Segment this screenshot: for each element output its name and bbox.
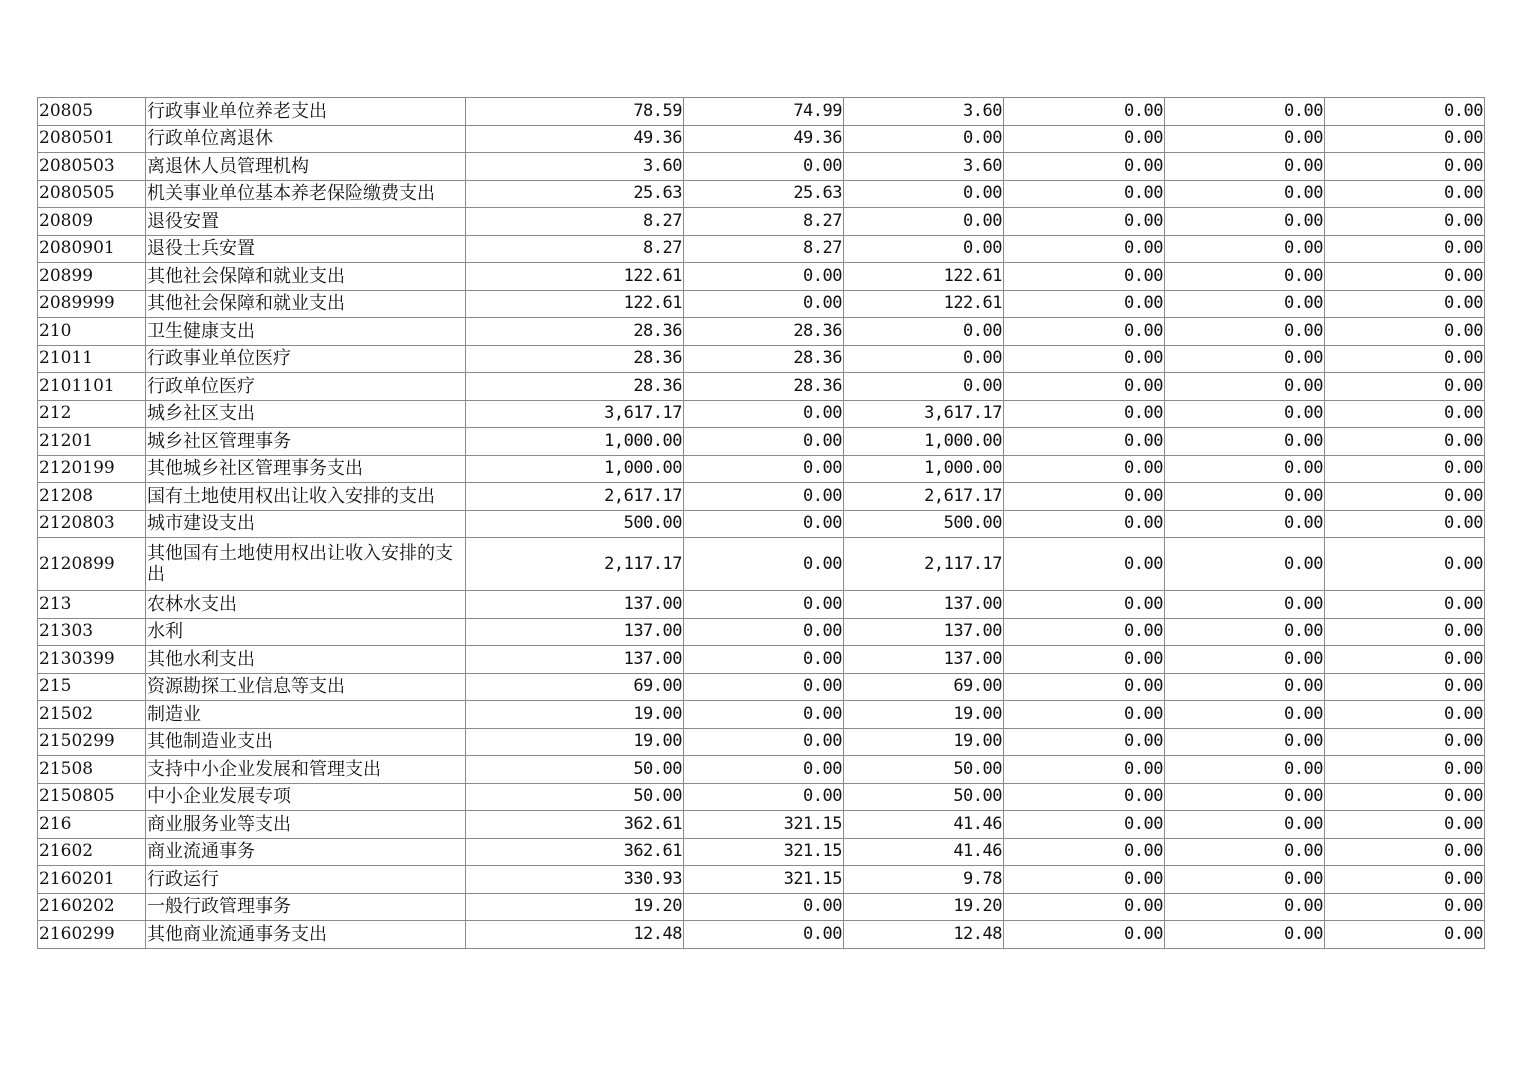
col7-cell: 0.00 — [1165, 866, 1325, 894]
account-name-cell: 制造业 — [146, 701, 466, 729]
col6-cell: 0.00 — [1004, 783, 1165, 811]
total-cell: 12.48 — [466, 921, 684, 949]
col7-cell: 0.00 — [1165, 290, 1325, 318]
account-code-cell: 20809 — [38, 208, 146, 236]
table-row — [38, 235, 1485, 263]
total-cell: 8.27 — [466, 208, 684, 236]
table-row — [38, 318, 1485, 346]
account-code-cell: 2160202 — [38, 893, 146, 921]
table-row — [38, 208, 1485, 236]
basic-expenditure-cell: 28.36 — [684, 373, 844, 401]
total-cell: 8.27 — [466, 235, 684, 263]
col8-cell: 0.00 — [1325, 290, 1485, 318]
col6-cell: 0.00 — [1004, 838, 1165, 866]
basic-expenditure-cell: 25.63 — [684, 180, 844, 208]
col8-cell: 0.00 — [1325, 235, 1485, 263]
account-name-cell: 机关事业单位基本养老保险缴费支出 — [146, 180, 466, 208]
table-row — [38, 263, 1485, 291]
total-cell: 1,000.00 — [466, 428, 684, 456]
project-expenditure-cell: 500.00 — [844, 510, 1004, 538]
account-code-cell: 213 — [38, 591, 146, 619]
account-code-cell: 2120899 — [38, 538, 146, 591]
project-expenditure-cell: 137.00 — [844, 618, 1004, 646]
project-expenditure-cell: 0.00 — [844, 208, 1004, 236]
table-row — [38, 428, 1485, 456]
basic-expenditure-cell: 321.15 — [684, 838, 844, 866]
col7-cell: 0.00 — [1165, 811, 1325, 839]
col8-cell: 0.00 — [1325, 838, 1485, 866]
total-cell: 50.00 — [466, 783, 684, 811]
col6-cell: 0.00 — [1004, 591, 1165, 619]
table-row — [38, 400, 1485, 428]
col6-cell: 0.00 — [1004, 728, 1165, 756]
basic-expenditure-cell: 0.00 — [684, 783, 844, 811]
account-name-cell: 资源勘探工业信息等支出 — [146, 673, 466, 701]
account-name-cell: 其他社会保障和就业支出 — [146, 290, 466, 318]
table-row — [38, 701, 1485, 729]
account-name-cell: 其他制造业支出 — [146, 728, 466, 756]
project-expenditure-cell: 9.78 — [844, 866, 1004, 894]
project-expenditure-cell: 137.00 — [844, 646, 1004, 674]
total-cell: 2,117.17 — [466, 538, 684, 591]
account-code-cell: 2101101 — [38, 373, 146, 401]
account-code-cell: 2080505 — [38, 180, 146, 208]
col7-cell: 0.00 — [1165, 921, 1325, 949]
col6-cell: 0.00 — [1004, 618, 1165, 646]
table-row — [38, 646, 1485, 674]
col6-cell: 0.00 — [1004, 538, 1165, 591]
basic-expenditure-cell: 0.00 — [684, 538, 844, 591]
col7-cell: 0.00 — [1165, 345, 1325, 373]
account-code-cell: 2160299 — [38, 921, 146, 949]
basic-expenditure-cell: 8.27 — [684, 235, 844, 263]
table-row — [38, 153, 1485, 181]
col6-cell: 0.00 — [1004, 893, 1165, 921]
total-cell: 3.60 — [466, 153, 684, 181]
table-row — [38, 373, 1485, 401]
basic-expenditure-cell: 0.00 — [684, 290, 844, 318]
basic-expenditure-cell: 0.00 — [684, 510, 844, 538]
total-cell: 50.00 — [466, 756, 684, 784]
total-cell: 330.93 — [466, 866, 684, 894]
col8-cell: 0.00 — [1325, 483, 1485, 511]
col6-cell: 0.00 — [1004, 866, 1165, 894]
table-row — [38, 618, 1485, 646]
project-expenditure-cell: 50.00 — [844, 783, 1004, 811]
account-code-cell: 2080901 — [38, 235, 146, 263]
project-expenditure-cell: 122.61 — [844, 263, 1004, 291]
account-code-cell: 20899 — [38, 263, 146, 291]
basic-expenditure-cell: 321.15 — [684, 811, 844, 839]
col7-cell: 0.00 — [1165, 646, 1325, 674]
col6-cell: 0.00 — [1004, 646, 1165, 674]
col8-cell: 0.00 — [1325, 180, 1485, 208]
col7-cell: 0.00 — [1165, 318, 1325, 346]
col7-cell: 0.00 — [1165, 618, 1325, 646]
col7-cell: 0.00 — [1165, 893, 1325, 921]
col7-cell: 0.00 — [1165, 701, 1325, 729]
basic-expenditure-cell: 74.99 — [684, 98, 844, 126]
total-cell: 25.63 — [466, 180, 684, 208]
account-name-cell: 行政单位医疗 — [146, 373, 466, 401]
total-cell: 362.61 — [466, 838, 684, 866]
col8-cell: 0.00 — [1325, 538, 1485, 591]
total-cell: 78.59 — [466, 98, 684, 126]
total-cell: 137.00 — [466, 618, 684, 646]
total-cell: 122.61 — [466, 290, 684, 318]
account-code-cell: 2120803 — [38, 510, 146, 538]
project-expenditure-cell: 0.00 — [844, 373, 1004, 401]
col8-cell: 0.00 — [1325, 345, 1485, 373]
col8-cell: 0.00 — [1325, 98, 1485, 126]
project-expenditure-cell: 0.00 — [844, 318, 1004, 346]
basic-expenditure-cell: 0.00 — [684, 428, 844, 456]
budget-expenditure-table — [37, 97, 1485, 949]
col7-cell: 0.00 — [1165, 538, 1325, 591]
account-name-cell: 其他社会保障和就业支出 — [146, 263, 466, 291]
total-cell: 28.36 — [466, 345, 684, 373]
account-name-cell: 城市建设支出 — [146, 510, 466, 538]
col8-cell: 0.00 — [1325, 783, 1485, 811]
col8-cell: 0.00 — [1325, 811, 1485, 839]
col7-cell: 0.00 — [1165, 483, 1325, 511]
col6-cell: 0.00 — [1004, 263, 1165, 291]
account-name-cell: 卫生健康支出 — [146, 318, 466, 346]
col8-cell: 0.00 — [1325, 125, 1485, 153]
account-code-cell: 21011 — [38, 345, 146, 373]
total-cell: 69.00 — [466, 673, 684, 701]
account-code-cell: 2120199 — [38, 455, 146, 483]
account-code-cell: 20805 — [38, 98, 146, 126]
col8-cell: 0.00 — [1325, 646, 1485, 674]
col7-cell: 0.00 — [1165, 783, 1325, 811]
col8-cell: 0.00 — [1325, 153, 1485, 181]
project-expenditure-cell: 0.00 — [844, 235, 1004, 263]
col8-cell: 0.00 — [1325, 591, 1485, 619]
project-expenditure-cell: 50.00 — [844, 756, 1004, 784]
account-name-cell: 行政事业单位养老支出 — [146, 98, 466, 126]
account-code-cell: 21602 — [38, 838, 146, 866]
total-cell: 19.00 — [466, 701, 684, 729]
table-row — [38, 893, 1485, 921]
basic-expenditure-cell: 0.00 — [684, 921, 844, 949]
col8-cell: 0.00 — [1325, 373, 1485, 401]
total-cell: 28.36 — [466, 318, 684, 346]
project-expenditure-cell: 3,617.17 — [844, 400, 1004, 428]
table-row — [38, 290, 1485, 318]
basic-expenditure-cell: 0.00 — [684, 893, 844, 921]
basic-expenditure-cell: 28.36 — [684, 345, 844, 373]
col6-cell: 0.00 — [1004, 373, 1165, 401]
col7-cell: 0.00 — [1165, 428, 1325, 456]
table-row — [38, 866, 1485, 894]
col8-cell: 0.00 — [1325, 400, 1485, 428]
account-name-cell: 退役士兵安置 — [146, 235, 466, 263]
account-code-cell: 212 — [38, 400, 146, 428]
col8-cell: 0.00 — [1325, 673, 1485, 701]
col6-cell: 0.00 — [1004, 290, 1165, 318]
col6-cell: 0.00 — [1004, 811, 1165, 839]
col7-cell: 0.00 — [1165, 673, 1325, 701]
col6-cell: 0.00 — [1004, 318, 1165, 346]
col8-cell: 0.00 — [1325, 866, 1485, 894]
basic-expenditure-cell: 0.00 — [684, 646, 844, 674]
table-body — [38, 98, 1485, 949]
project-expenditure-cell: 41.46 — [844, 811, 1004, 839]
col6-cell: 0.00 — [1004, 673, 1165, 701]
basic-expenditure-cell: 0.00 — [684, 701, 844, 729]
account-name-cell: 农林水支出 — [146, 591, 466, 619]
col7-cell: 0.00 — [1165, 591, 1325, 619]
account-name-cell: 退役安置 — [146, 208, 466, 236]
project-expenditure-cell: 2,617.17 — [844, 483, 1004, 511]
col7-cell: 0.00 — [1165, 263, 1325, 291]
basic-expenditure-cell: 49.36 — [684, 125, 844, 153]
account-code-cell: 21201 — [38, 428, 146, 456]
account-name-cell: 其他国有土地使用权出让收入安排的支出 — [146, 538, 466, 591]
col7-cell: 0.00 — [1165, 373, 1325, 401]
table-row — [38, 510, 1485, 538]
col7-cell: 0.00 — [1165, 400, 1325, 428]
account-code-cell: 2130399 — [38, 646, 146, 674]
table-row — [38, 921, 1485, 949]
col6-cell: 0.00 — [1004, 125, 1165, 153]
col6-cell: 0.00 — [1004, 701, 1165, 729]
account-code-cell: 21208 — [38, 483, 146, 511]
project-expenditure-cell: 69.00 — [844, 673, 1004, 701]
table-row — [38, 125, 1485, 153]
account-name-cell: 行政单位离退休 — [146, 125, 466, 153]
col8-cell: 0.00 — [1325, 318, 1485, 346]
basic-expenditure-cell: 0.00 — [684, 673, 844, 701]
col7-cell: 0.00 — [1165, 208, 1325, 236]
col6-cell: 0.00 — [1004, 208, 1165, 236]
col8-cell: 0.00 — [1325, 428, 1485, 456]
basic-expenditure-cell: 0.00 — [684, 263, 844, 291]
col8-cell: 0.00 — [1325, 728, 1485, 756]
account-name-cell: 商业流通事务 — [146, 838, 466, 866]
account-name-cell: 城乡社区管理事务 — [146, 428, 466, 456]
basic-expenditure-cell: 0.00 — [684, 591, 844, 619]
basic-expenditure-cell: 0.00 — [684, 455, 844, 483]
col6-cell: 0.00 — [1004, 235, 1165, 263]
col8-cell: 0.00 — [1325, 921, 1485, 949]
col7-cell: 0.00 — [1165, 125, 1325, 153]
table-row — [38, 180, 1485, 208]
account-name-cell: 一般行政管理事务 — [146, 893, 466, 921]
col7-cell: 0.00 — [1165, 756, 1325, 784]
project-expenditure-cell: 0.00 — [844, 345, 1004, 373]
col8-cell: 0.00 — [1325, 893, 1485, 921]
account-name-cell: 水利 — [146, 618, 466, 646]
basic-expenditure-cell: 0.00 — [684, 153, 844, 181]
account-name-cell: 离退休人员管理机构 — [146, 153, 466, 181]
col6-cell: 0.00 — [1004, 510, 1165, 538]
basic-expenditure-cell: 0.00 — [684, 400, 844, 428]
project-expenditure-cell: 1,000.00 — [844, 428, 1004, 456]
project-expenditure-cell: 19.00 — [844, 701, 1004, 729]
table-row — [38, 591, 1485, 619]
basic-expenditure-cell: 28.36 — [684, 318, 844, 346]
total-cell: 2,617.17 — [466, 483, 684, 511]
account-code-cell: 2150299 — [38, 728, 146, 756]
account-code-cell: 2080503 — [38, 153, 146, 181]
project-expenditure-cell: 19.00 — [844, 728, 1004, 756]
col8-cell: 0.00 — [1325, 263, 1485, 291]
account-name-cell: 中小企业发展专项 — [146, 783, 466, 811]
col6-cell: 0.00 — [1004, 400, 1165, 428]
col8-cell: 0.00 — [1325, 455, 1485, 483]
col7-cell: 0.00 — [1165, 728, 1325, 756]
account-name-cell: 城乡社区支出 — [146, 400, 466, 428]
col7-cell: 0.00 — [1165, 838, 1325, 866]
project-expenditure-cell: 12.48 — [844, 921, 1004, 949]
table-row — [38, 756, 1485, 784]
total-cell: 19.00 — [466, 728, 684, 756]
table-row — [38, 455, 1485, 483]
col6-cell: 0.00 — [1004, 428, 1165, 456]
account-code-cell: 215 — [38, 673, 146, 701]
col8-cell: 0.00 — [1325, 756, 1485, 784]
basic-expenditure-cell: 0.00 — [684, 728, 844, 756]
col7-cell: 0.00 — [1165, 455, 1325, 483]
account-name-cell: 支持中小企业发展和管理支出 — [146, 756, 466, 784]
total-cell: 19.20 — [466, 893, 684, 921]
col7-cell: 0.00 — [1165, 235, 1325, 263]
table-row — [38, 838, 1485, 866]
col6-cell: 0.00 — [1004, 98, 1165, 126]
col8-cell: 0.00 — [1325, 510, 1485, 538]
col7-cell: 0.00 — [1165, 153, 1325, 181]
basic-expenditure-cell: 0.00 — [684, 756, 844, 784]
project-expenditure-cell: 41.46 — [844, 838, 1004, 866]
total-cell: 49.36 — [466, 125, 684, 153]
col6-cell: 0.00 — [1004, 921, 1165, 949]
account-code-cell: 21508 — [38, 756, 146, 784]
account-code-cell: 21502 — [38, 701, 146, 729]
account-code-cell: 210 — [38, 318, 146, 346]
account-name-cell: 行政运行 — [146, 866, 466, 894]
total-cell: 500.00 — [466, 510, 684, 538]
table-row — [38, 98, 1485, 126]
project-expenditure-cell: 19.20 — [844, 893, 1004, 921]
col6-cell: 0.00 — [1004, 180, 1165, 208]
col7-cell: 0.00 — [1165, 510, 1325, 538]
col6-cell: 0.00 — [1004, 345, 1165, 373]
col6-cell: 0.00 — [1004, 153, 1165, 181]
account-code-cell: 21303 — [38, 618, 146, 646]
basic-expenditure-cell: 8.27 — [684, 208, 844, 236]
col8-cell: 0.00 — [1325, 701, 1485, 729]
table-row — [38, 483, 1485, 511]
basic-expenditure-cell: 0.00 — [684, 618, 844, 646]
col8-cell: 0.00 — [1325, 208, 1485, 236]
account-code-cell: 2150805 — [38, 783, 146, 811]
project-expenditure-cell: 122.61 — [844, 290, 1004, 318]
col7-cell: 0.00 — [1165, 98, 1325, 126]
table-row — [38, 538, 1485, 591]
project-expenditure-cell: 0.00 — [844, 180, 1004, 208]
project-expenditure-cell: 1,000.00 — [844, 455, 1004, 483]
total-cell: 137.00 — [466, 591, 684, 619]
project-expenditure-cell: 0.00 — [844, 125, 1004, 153]
basic-expenditure-cell: 0.00 — [684, 483, 844, 511]
account-name-cell: 国有土地使用权出让收入安排的支出 — [146, 483, 466, 511]
account-code-cell: 2160201 — [38, 866, 146, 894]
account-name-cell: 行政事业单位医疗 — [146, 345, 466, 373]
project-expenditure-cell: 3.60 — [844, 153, 1004, 181]
project-expenditure-cell: 137.00 — [844, 591, 1004, 619]
col8-cell: 0.00 — [1325, 618, 1485, 646]
basic-expenditure-cell: 321.15 — [684, 866, 844, 894]
table-row — [38, 673, 1485, 701]
col6-cell: 0.00 — [1004, 756, 1165, 784]
table-row — [38, 811, 1485, 839]
total-cell: 122.61 — [466, 263, 684, 291]
total-cell: 1,000.00 — [466, 455, 684, 483]
table-row — [38, 783, 1485, 811]
account-code-cell: 216 — [38, 811, 146, 839]
total-cell: 28.36 — [466, 373, 684, 401]
col7-cell: 0.00 — [1165, 180, 1325, 208]
account-name-cell: 商业服务业等支出 — [146, 811, 466, 839]
account-code-cell: 2089999 — [38, 290, 146, 318]
col6-cell: 0.00 — [1004, 483, 1165, 511]
col6-cell: 0.00 — [1004, 455, 1165, 483]
account-code-cell: 2080501 — [38, 125, 146, 153]
account-name-cell: 其他水利支出 — [146, 646, 466, 674]
account-name-cell: 其他商业流通事务支出 — [146, 921, 466, 949]
total-cell: 137.00 — [466, 646, 684, 674]
total-cell: 3,617.17 — [466, 400, 684, 428]
table-row — [38, 728, 1485, 756]
project-expenditure-cell: 2,117.17 — [844, 538, 1004, 591]
project-expenditure-cell: 3.60 — [844, 98, 1004, 126]
total-cell: 362.61 — [466, 811, 684, 839]
table-row — [38, 345, 1485, 373]
account-name-cell: 其他城乡社区管理事务支出 — [146, 455, 466, 483]
